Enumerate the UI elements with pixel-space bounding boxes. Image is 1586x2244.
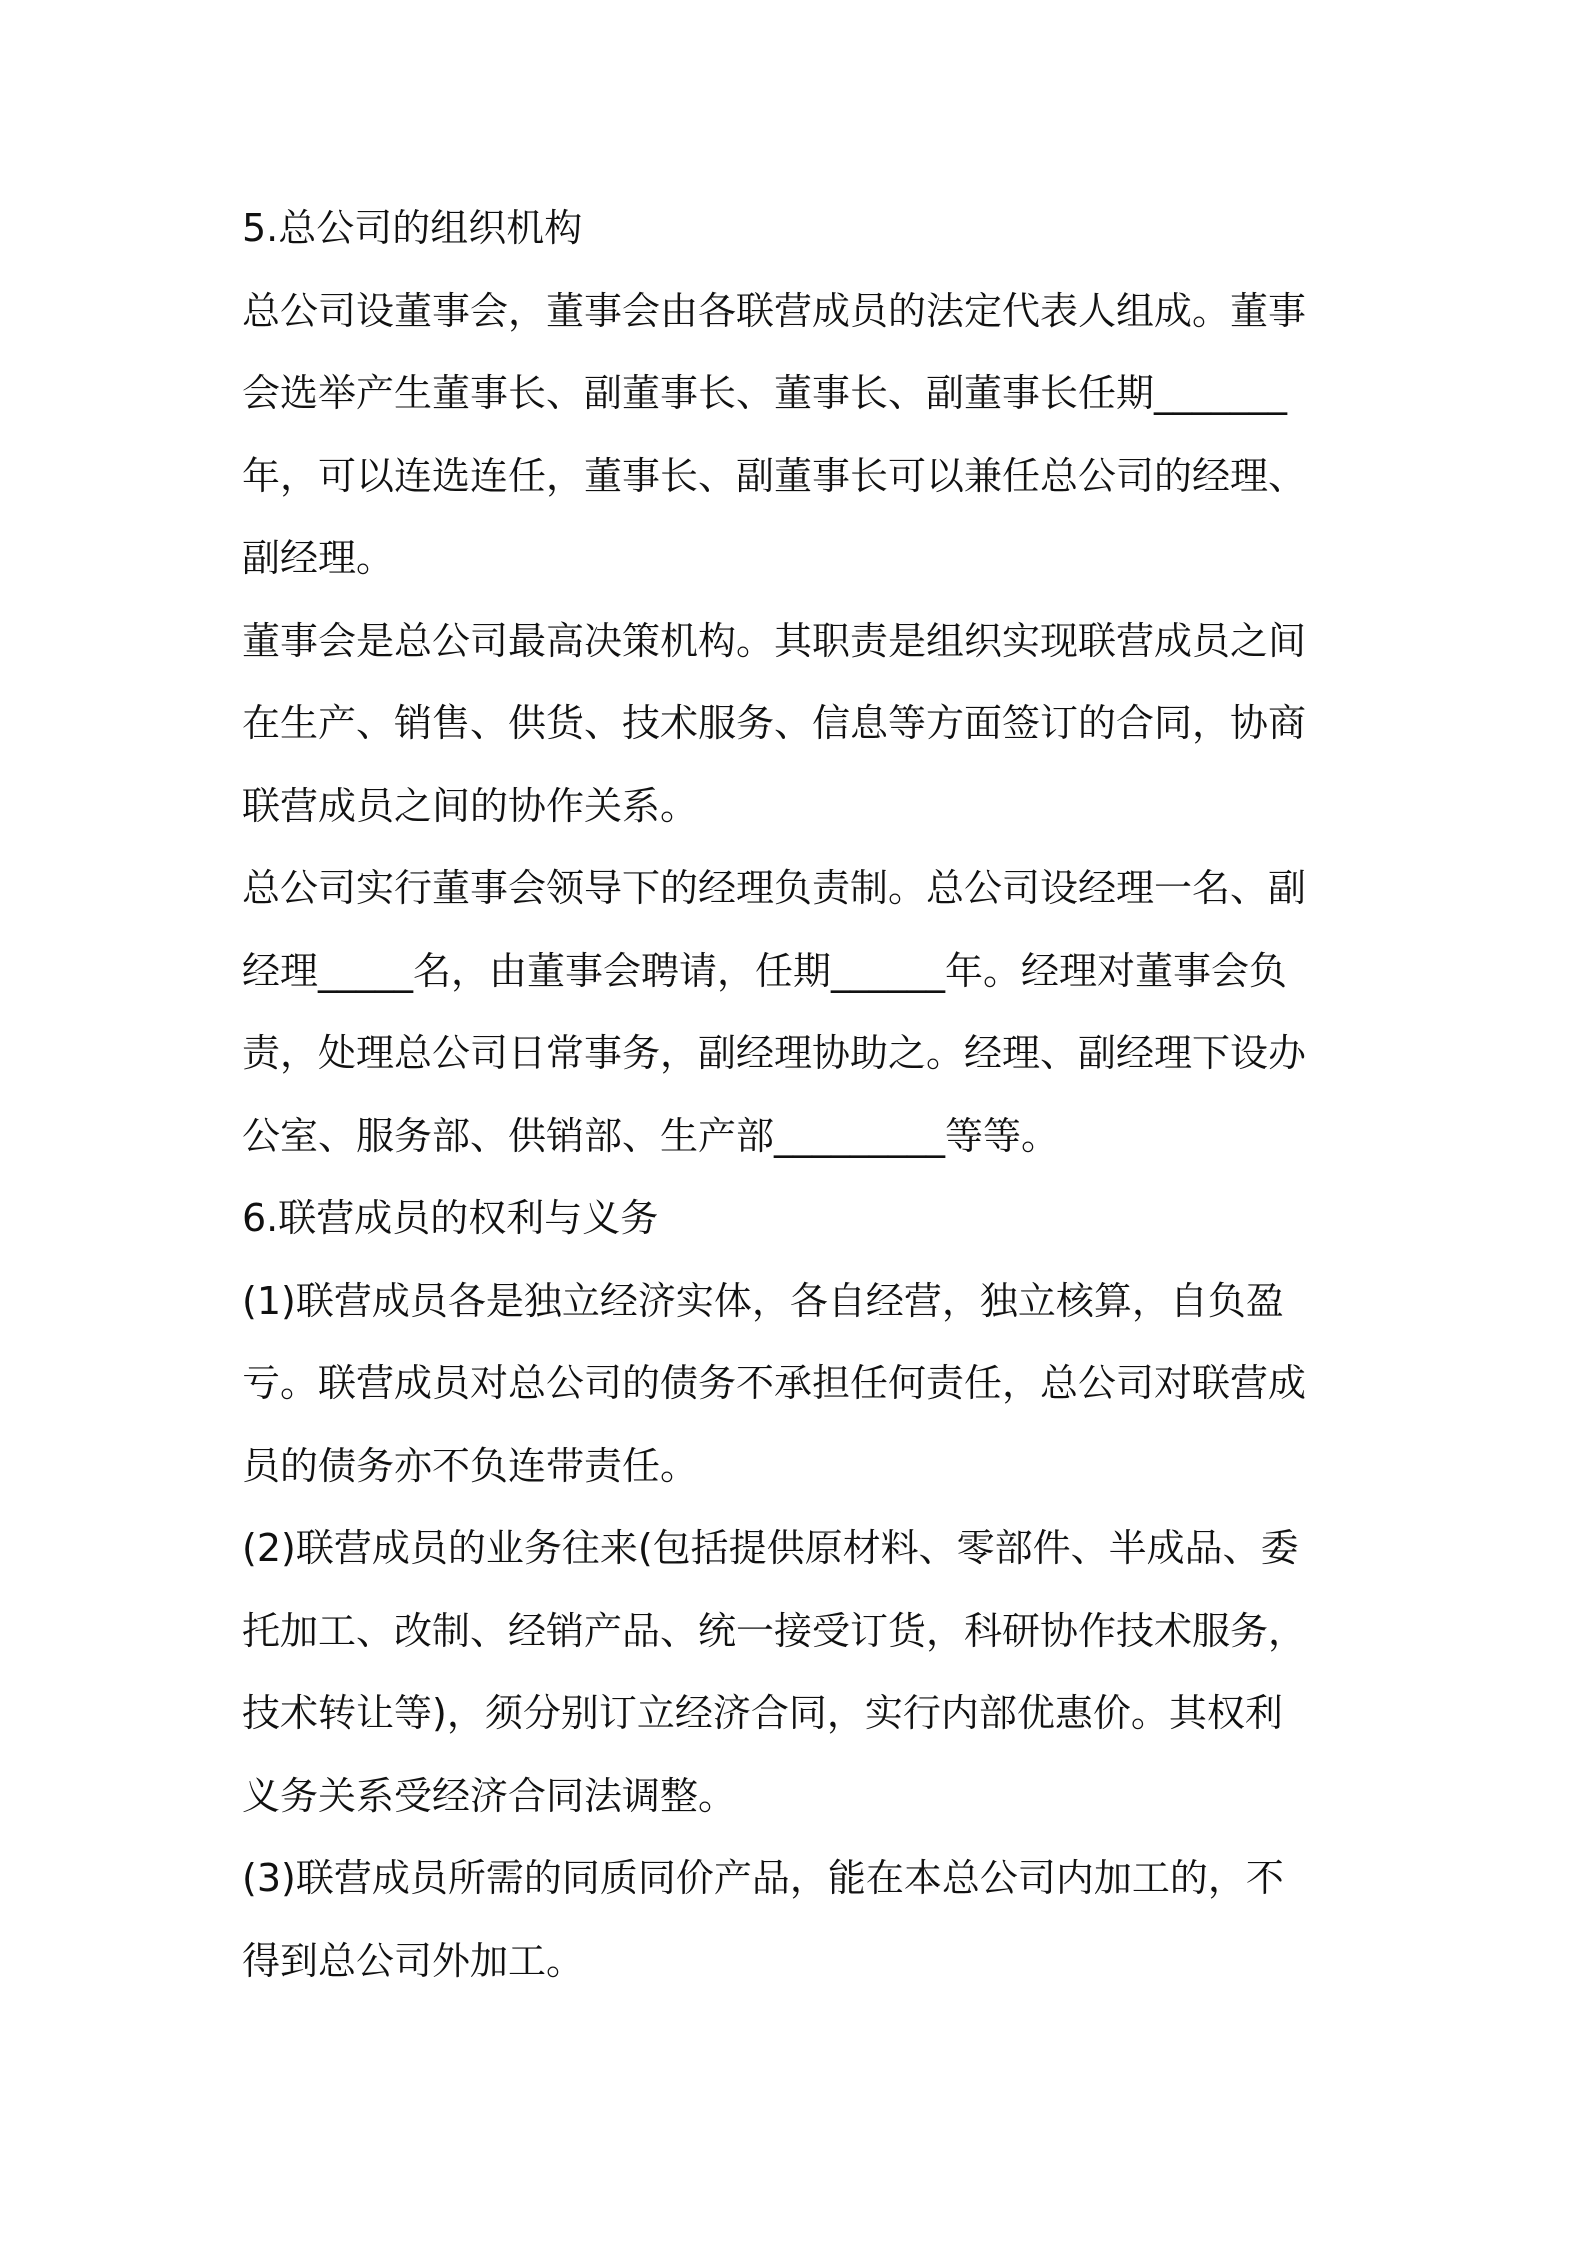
text-line: (1)联营成员各是独立经济实体，各自经营，独立核算，自负盈	[242, 1279, 1284, 1323]
text-line: 得到总公司外加工。	[242, 1939, 585, 1983]
text-line: 会选举产生董事长、副董事长、董事长、副董事长任期_______	[242, 371, 1288, 415]
text-line: 经理_____名，由董事会聘请，任期______年。经理对董事会负	[242, 949, 1288, 993]
text-line: (3)联营成员所需的同质同价产品，能在本总公司内加工的，不	[242, 1856, 1284, 1900]
text-line: 技术转让等)，须分别订立经济合同，实行内部优惠价。其权利	[242, 1691, 1283, 1735]
text-line: 义务关系受经济合同法调整。	[242, 1774, 737, 1818]
text-line: 责，处理总公司日常事务，副经理协助之。经理、副经理下设办	[242, 1031, 1307, 1075]
text-line: 年，可以连选连任，董事长、副董事长可以兼任总公司的经理、	[242, 454, 1307, 498]
text-line: 总公司实行董事会领导下的经理负责制。总公司设经理一名、副	[242, 866, 1307, 910]
section-heading-6: 6.联营成员的权利与义务	[242, 1196, 659, 1240]
text-line: (2)联营成员的业务往来(包括提供原材料、零部件、半成品、委	[242, 1526, 1299, 1570]
text-line: 董事会是总公司最高决策机构。其职责是组织实现联营成员之间	[242, 619, 1307, 663]
section-heading-5: 5.总公司的组织机构	[242, 206, 583, 250]
text-line: 在生产、销售、供货、技术服务、信息等方面签订的合同，协商	[242, 701, 1307, 745]
text-line: 员的债务亦不负连带责任。	[242, 1444, 699, 1488]
text-line: 总公司设董事会，董事会由各联营成员的法定代表人组成。董事	[242, 289, 1307, 333]
text-line: 公室、服务部、供销部、生产部_________等等。	[242, 1114, 1060, 1158]
text-line: 联营成员之间的协作关系。	[242, 784, 699, 828]
text-line: 亏。联营成员对总公司的债务不承担任何责任，总公司对联营成	[242, 1361, 1307, 1405]
text-line: 托加工、改制、经销产品、统一接受订货，科研协作技术服务，	[242, 1609, 1307, 1653]
text-line: 副经理。	[242, 536, 395, 580]
